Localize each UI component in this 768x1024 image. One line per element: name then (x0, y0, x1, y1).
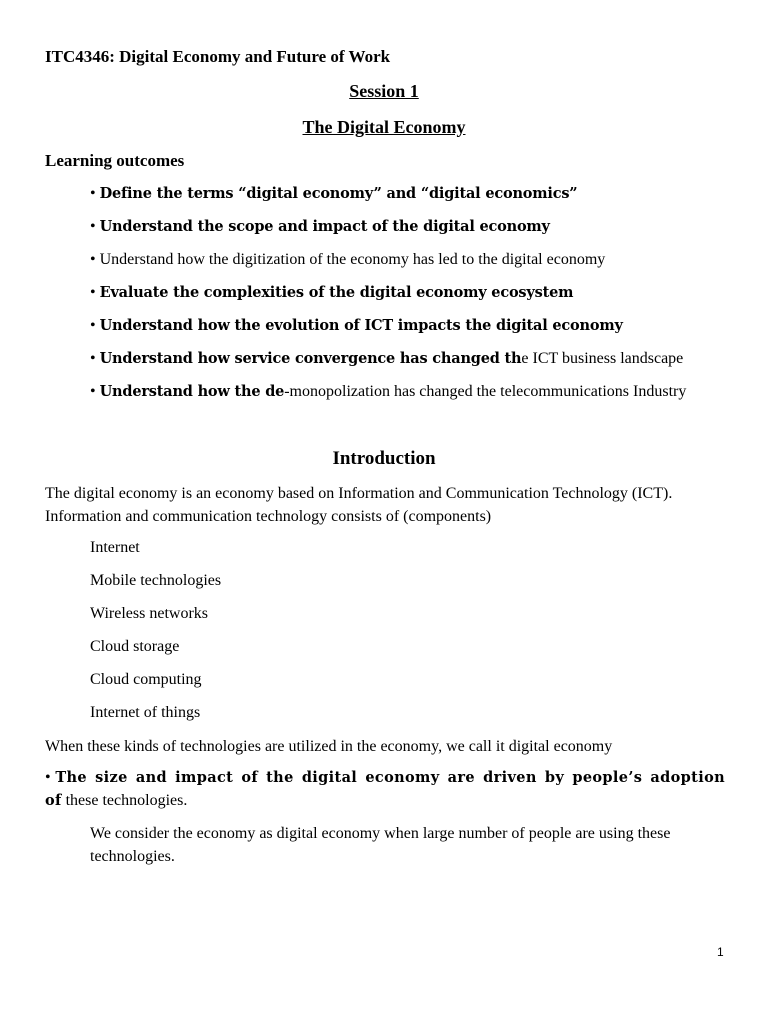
ict-component-item: Wireless networks (90, 605, 208, 622)
learning-outcome-item (90, 282, 686, 315)
ict-component-item: Internet (90, 539, 140, 556)
introduction-paragraph: The digital economy is an economy based on Information and Communication Technology (ICT). Information and communication technology consists of (components) (45, 485, 673, 525)
ict-component-item: Cloud computing (90, 671, 202, 688)
outcome-text: -monopolization has changed the telecommunications Industry (284, 383, 687, 400)
session-label: Session 1 (349, 81, 419, 101)
driver-text: these technologies. (61, 792, 188, 809)
consider-paragraph: We consider the economy as digital economy when large number of people are using these technologies. (90, 825, 671, 865)
outcome-emphasis: Understand the scope and impact of the digital economy (99, 218, 550, 235)
bullet: • (90, 185, 96, 202)
course-title: ITC4346: Digital Economy and Future of Work (45, 47, 391, 66)
outcome-text: Understand how the digitization of the economy has led to the digital economy (99, 251, 606, 268)
adoption-driver-paragraph (45, 766, 725, 812)
outcome-emphasis: Understand how the de (99, 383, 285, 400)
learning-outcomes-heading: Learning outcomes (45, 151, 185, 170)
learning-outcome-item (90, 348, 686, 381)
ict-component-item: Internet of things (90, 704, 201, 721)
outcome-emphasis: Evaluate the complexities of the digital economy ecosystem (99, 284, 574, 301)
topic-title: The Digital Economy (302, 117, 466, 137)
outcome-emphasis: Understand how the evolution of ICT impacts the digital economy (99, 317, 623, 334)
usage-sentence: When these kinds of technologies are utilized in the economy, we call it digital economy (45, 738, 613, 755)
page-number: 1 (717, 945, 724, 959)
outcome-emphasis: Understand how service convergence has changed th (99, 350, 522, 367)
learning-outcome-item (90, 249, 686, 282)
ict-component-item: Cloud storage (90, 638, 180, 655)
learning-outcome-item (90, 216, 686, 249)
bullet: • (90, 284, 96, 301)
outcome-text: e ICT business landscape (521, 350, 684, 367)
introduction-heading: Introduction (332, 448, 436, 469)
bullet: • (45, 769, 51, 786)
ict-component-item: Mobile technologies (90, 572, 222, 589)
bullet: • (90, 350, 96, 367)
ict-components-list (90, 537, 221, 735)
bullet: • (90, 218, 96, 235)
learning-outcome-item (90, 315, 686, 348)
bullet: • (90, 317, 96, 334)
learning-outcomes-list (90, 183, 686, 414)
bullet: • (90, 383, 96, 400)
learning-outcome-item (90, 183, 686, 216)
bullet: • (90, 251, 96, 268)
driver-emphasis: The size and impact of the digital economy are driven by people’s adoption of (45, 769, 725, 809)
learning-outcome-item (90, 381, 686, 414)
outcome-emphasis: Define the terms “digital economy” and “digital economics” (99, 185, 578, 202)
